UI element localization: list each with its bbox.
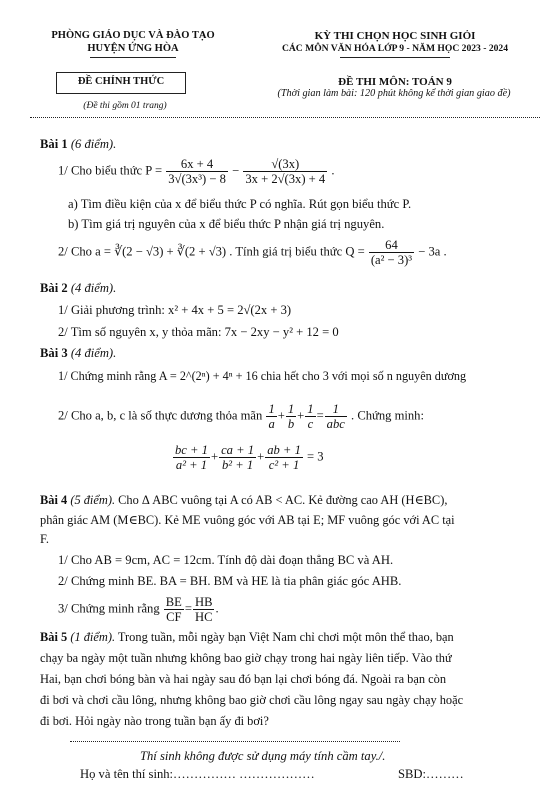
q4-stem-line-2: phân giác AM (M∈BC). Kẻ ME vuông góc với AB tại E; MF vuông góc với AC tại: [40, 513, 455, 527]
q4-stem-line-1: [40, 492, 447, 508]
q3-p2-frac-3-num: 1: [307, 402, 314, 416]
q1-p2-end: − 3a .: [418, 244, 447, 259]
q5-points: (1 điểm).: [70, 630, 116, 644]
q1-part1: [58, 157, 335, 186]
q1-p1-fraction-2: [243, 157, 327, 186]
q3-p2-lead: 2/ Cho a, b, c là số thực dương thỏa mãn: [58, 408, 263, 423]
q3-p2-frac-1-den: a: [268, 417, 275, 431]
q1-p2-num: 64: [385, 238, 398, 252]
candidate-id-field: SBD:………: [398, 767, 464, 781]
q4-p3-frac-2-num: HB: [194, 595, 213, 609]
q3-p2-frac-4-num: 1: [332, 402, 339, 416]
q4-p3-frac-1-den: CF: [164, 609, 184, 624]
q1-p2-fraction: [369, 238, 414, 267]
q4-stem-1: Cho Δ ABC vuông tại A có AB < AC. Kẻ đường cao AH (H∈BC),: [115, 493, 448, 507]
q2-part2: 2/ Tìm số nguyên x, y thỏa mãn: 7x − 2xy − y² + 12 = 0: [58, 325, 339, 339]
q3-eq-frac-2: [219, 443, 256, 472]
q4-p3-frac-2: [193, 595, 215, 624]
q3-eq-frac-3-num: ab + 1: [267, 443, 301, 457]
q4-p3-end: .: [215, 601, 219, 616]
q3-eq-frac-3-den: c² + 1: [265, 457, 303, 472]
q4-p3-frac-2-den: HC: [194, 610, 213, 624]
q4-part2: 2/ Chứng minh BE. BA = BH. BM và HE là tia phân giác góc AHB.: [58, 574, 402, 588]
q3-part2: 2/ Cho a, b, c là số thực dương thỏa mãn $\frac{1}{a}$ + $\frac{1}{b}$ + $\frac{1}{c}$ = $\frac{1}{\text{abc}}$ . Chứng minh:: [58, 402, 424, 431]
footer-separator: [70, 741, 400, 742]
pages-note: (Đề thi gồm 01 trang): [83, 101, 167, 111]
q3-p2-end: . Chứng minh:: [351, 408, 424, 423]
q3-eq-frac-2-num: ca + 1: [221, 443, 255, 457]
q5-title: Bài 5: [40, 630, 68, 644]
candidate-name-field: Họ và tên thí sinh:…………… ………………: [80, 767, 315, 781]
q1-part-b: b) Tìm giá trị nguyên của x để biểu thức P nhận giá trị nguyên.: [68, 217, 385, 231]
q3-p2-frac-1: [266, 402, 276, 431]
footer-note: Thí sinh không được sử dụng máy tính cầm tay./.: [140, 749, 386, 763]
q4-p3-lead: 3/ Chứng minh rằng: [58, 601, 160, 616]
department-line-2: HUYỆN ỨNG HÒA: [87, 43, 179, 54]
q5-line-2: chạy ba ngày một tuần nhưng không bao giờ chạy trong hai ngày liên tiếp. Vào thứ: [40, 651, 452, 665]
q1-p1-fraction-1: [166, 157, 228, 186]
q4-p3-equals: =: [184, 601, 192, 616]
q1-p1-num-1: 6x + 4: [180, 157, 214, 171]
q3-eq-frac-1-den: a² + 1: [173, 457, 210, 472]
q3-p2-frac-2-den: b: [287, 417, 295, 431]
q4-title: Bài 4: [40, 493, 68, 507]
q5-text-1: Trong tuần, mỗi ngày bạn Việt Nam chỉ chơi một môn thể thao, bạn: [115, 630, 454, 644]
subject-label: ĐỀ THI MÔN: TOÁN 9: [338, 76, 452, 88]
q1-heading: [40, 137, 116, 152]
q4-p3-frac-1: [164, 595, 184, 624]
q1-p2-lead: 2/ Cho a = ∛(2 − √3) + ∛(2 + √3) . Tính giá trị biểu thức Q =: [58, 244, 365, 259]
q1-title: Bài 1: [40, 137, 68, 151]
q3-p2-frac-2: [286, 402, 296, 431]
q3-p2-frac-1-num: 1: [268, 402, 275, 416]
q1-points: (6 điểm).: [70, 137, 117, 151]
q4-stem-line-3: F.: [40, 532, 49, 546]
q3-eq-frac-1-num: bc + 1: [175, 443, 208, 457]
header-underline-left: [90, 57, 176, 58]
q3-p2-frac-3-den: c: [305, 416, 315, 431]
q3-eq-frac-3: [265, 443, 303, 472]
exam-title: KỲ THI CHỌN HỌC SINH GIỎI: [314, 30, 476, 42]
q1-p1-end: .: [331, 163, 335, 178]
q1-p1-den-1: 3√(3x³) − 8: [168, 172, 226, 186]
q5-line-5: đi bơi. Hỏi ngày nào trong tuần bạn ấy đi bơi?: [40, 714, 269, 728]
q1-part2: [58, 238, 447, 267]
q1-p1-minus: −: [232, 163, 240, 178]
q1-p1-lead: 1/ Cho biểu thức P =: [58, 163, 163, 178]
q3-p2-frac-2-num: 1: [287, 402, 295, 416]
q4-p3-frac-1-num: BE: [165, 595, 182, 609]
q1-p1-den-2: 3x + 2√(3x) + 4: [245, 172, 326, 186]
q2-part1: 1/ Giải phương trình: x² + 4x + 5 = 2√(2x + 3): [58, 303, 292, 317]
official-label: ĐỀ CHÍNH THỨC: [77, 76, 165, 87]
q5-line-4: đi bơi và chơi cầu lông, nhưng không bao giờ chơi cầu lông ngay sau ngày chạy hoặc: [40, 693, 464, 707]
q3-title: Bài 3: [40, 346, 68, 360]
q2-points: (4 điểm).: [70, 281, 117, 295]
q3-p2-frac-3: [305, 402, 315, 431]
q3-part1: 1/ Chứng minh rằng A = 2^(2ⁿ) + 4ⁿ + 16 chia hết cho 3 với mọi số n nguyên dương: [58, 369, 467, 383]
q3-eq-frac-2-den: b² + 1: [219, 457, 256, 472]
q2-title: Bài 2: [40, 281, 68, 295]
exam-subtitle: CÁC MÔN VĂN HÓA LỚP 9 - NĂM HỌC 2023 - 2024: [281, 43, 509, 54]
q3-p2-frac-4-den: abc: [326, 417, 345, 431]
q1-p2-den: (a² − 3)³: [370, 253, 413, 267]
department-line-1: PHÒNG GIÁO DỤC VÀ ĐÀO TẠO: [51, 30, 215, 41]
q3-p2-frac-4: [325, 402, 347, 431]
q3-eq-frac-1: [173, 443, 210, 472]
q5-line-3: Hai, bạn chơi bóng bàn và hai ngày sau đó bạn lại chơi bóng đá. Ngoài ra bạn còn: [40, 672, 447, 686]
q3-equation: $\frac{bc + 1}{\text{a² + 1}}$ + $\frac{ca + 1}{\text{b² + 1}}$ + $\frac{ab + 1}{\text{c² + 1}}$ = 3: [175, 443, 324, 472]
q5-line-1: [40, 630, 454, 645]
q3-points: (4 điểm).: [70, 346, 117, 360]
q1-part-a: a) Tìm điều kiện của x để biểu thức P có nghĩa. Rút gọn biểu thức P.: [68, 197, 412, 211]
q3-heading: [40, 346, 116, 361]
header-underline-right: [340, 57, 450, 58]
q4-points: (5 điểm).: [70, 493, 116, 507]
time-note: (Thời gian làm bài: 120 phút không kể thời gian giao đề): [277, 88, 511, 99]
header-separator: [30, 117, 540, 118]
q2-heading: [40, 281, 116, 296]
q1-p1-num-2: √(3x): [271, 157, 300, 171]
q3-eq-end: = 3: [307, 449, 324, 464]
q4-part3: [58, 595, 219, 624]
q4-part1: 1/ Cho AB = 9cm, AC = 12cm. Tính độ dài đoạn thẳng BC và AH.: [58, 553, 394, 567]
